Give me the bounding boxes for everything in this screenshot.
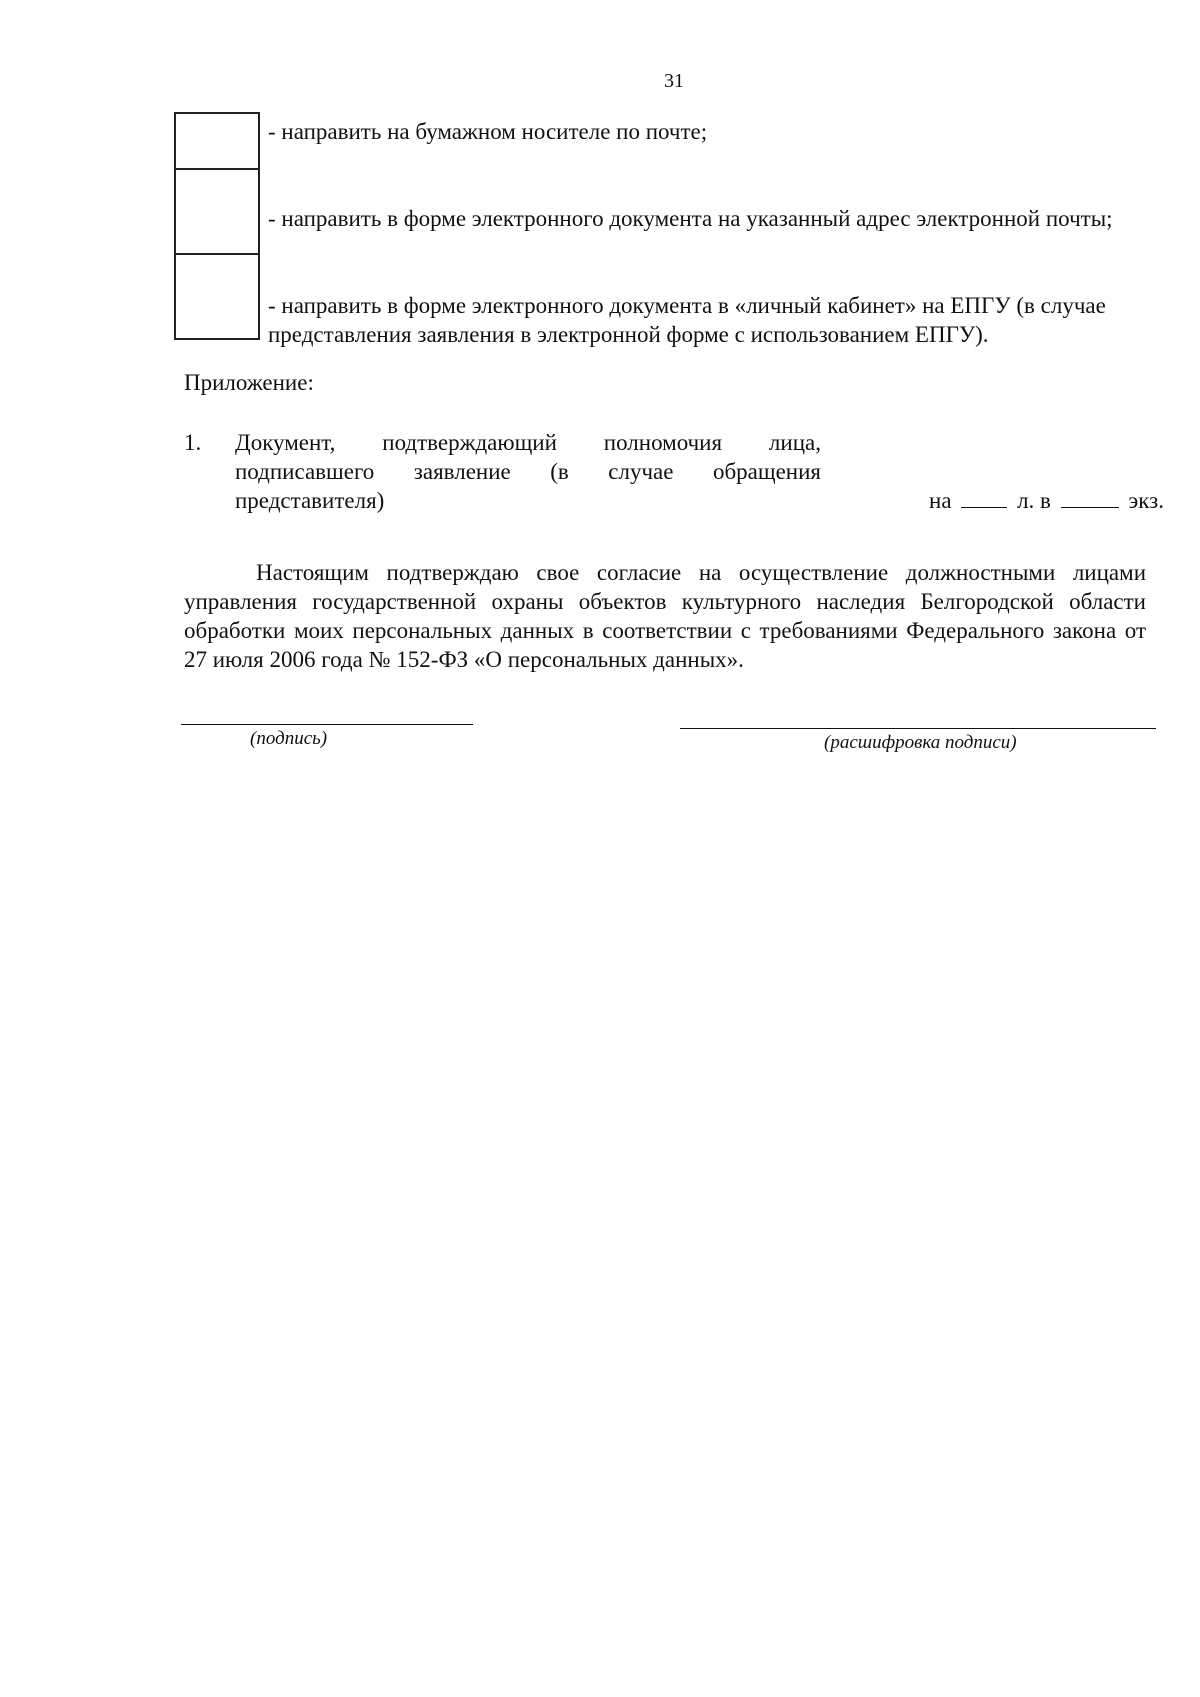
attachment-count (929, 486, 1164, 515)
signature-name-line[interactable] (680, 728, 1156, 729)
delivery-option-epgu-label-line1: - направить в форме электронного документа в «личный кабинет» на ЕПГУ (в случае (268, 293, 1106, 318)
sheets-count-field[interactable] (961, 489, 1007, 508)
delivery-option-email-label: - направить в форме электронного документа на указанный адрес электронной почты; (268, 206, 1113, 231)
attachment-number: 1. (184, 430, 202, 455)
delivery-checkbox-column (174, 112, 260, 340)
copies-count-field[interactable] (1061, 489, 1119, 508)
checkbox-divider (174, 338, 258, 340)
count-suffix: экз. (1128, 488, 1164, 513)
page-number: 31 (664, 70, 684, 92)
signature-line[interactable] (181, 724, 473, 725)
delivery-option-epgu-checkbox[interactable] (176, 253, 258, 338)
consent-paragraph: Настоящим подтверждаю свое согласие на осуществление должностными лицами управления государственной охраны объектов культурного наследия Белгородской области обработки моих персональных данных в соответствии с требованиями Федерального закона от 27 июля 2006 года № 152-ФЗ «О персональных данных». (184, 560, 1146, 672)
count-mid: л. в (1017, 488, 1051, 513)
delivery-option-post-checkbox[interactable] (176, 112, 258, 168)
delivery-option-post-label: - направить на бумажном носителе по почте; (268, 119, 708, 144)
attachment-description: Документ, подтверждающий полномочия лица, подписавшего заявление (в случае обращения представителя) (235, 430, 821, 513)
attachments-heading: Приложение: (184, 370, 314, 395)
delivery-option-email-checkbox[interactable] (176, 168, 258, 253)
count-prefix: на (929, 488, 952, 513)
signature-caption: (подпись) (250, 728, 328, 749)
signature-name-caption: (расшифровка подписи) (824, 732, 1017, 753)
delivery-option-epgu-label-line2: представления заявления в электронной форме с использованием ЕПГУ). (268, 322, 989, 347)
